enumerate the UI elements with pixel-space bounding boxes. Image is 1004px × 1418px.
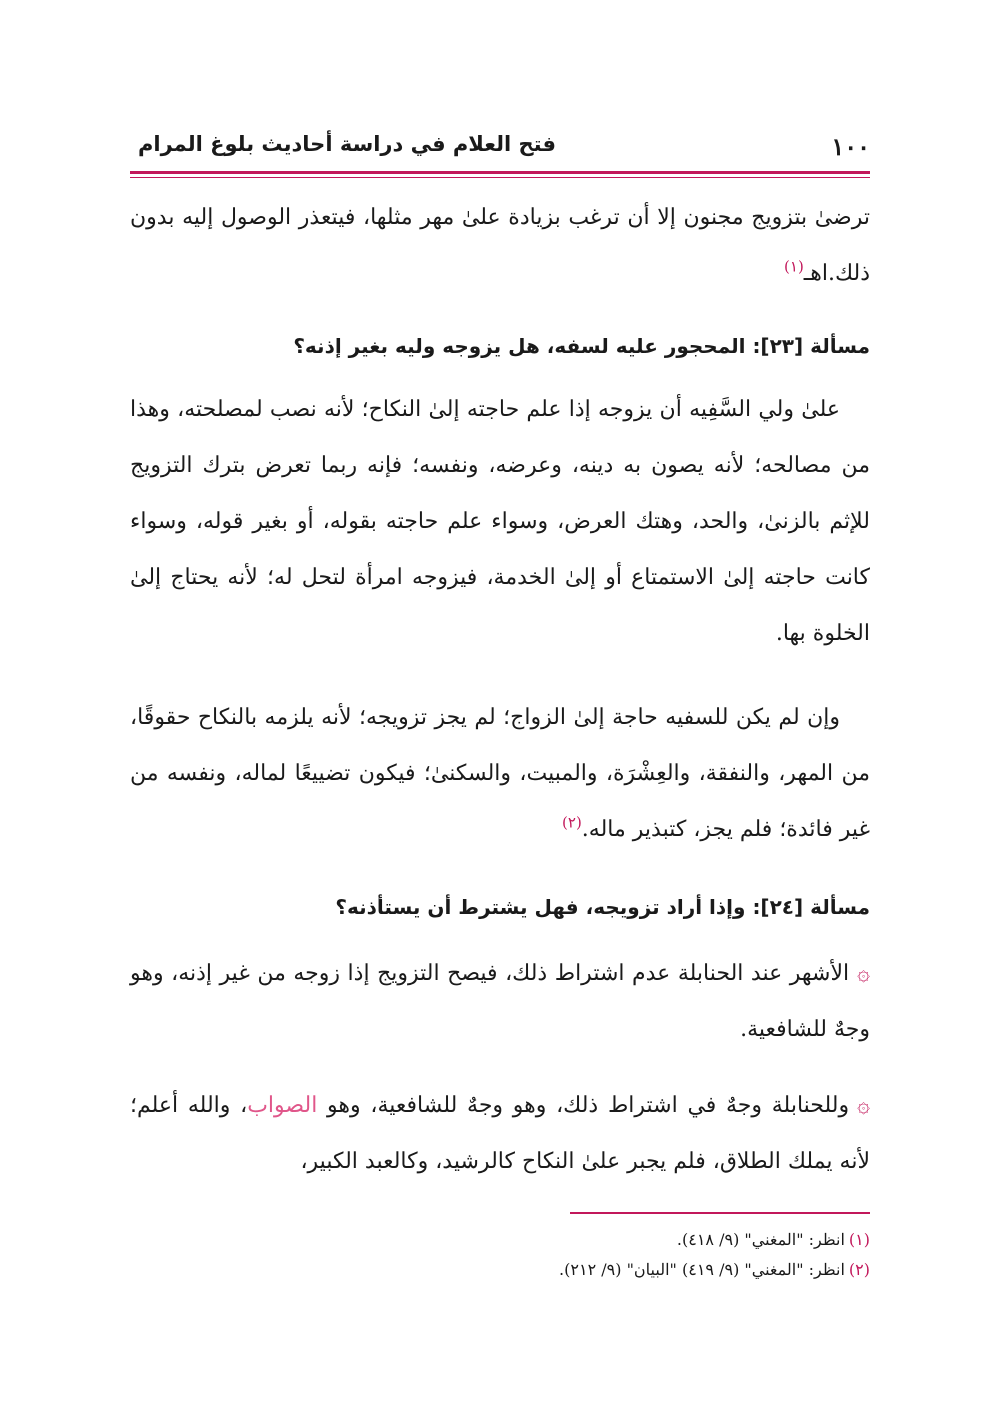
- header-rule-thin: [130, 177, 870, 178]
- footnote-number: (١): [848, 1230, 870, 1249]
- point-2: [130, 1078, 870, 1190]
- issue-24-label: مسألة [٢٤]:: [752, 895, 870, 919]
- footnote-1: [130, 1226, 870, 1254]
- paragraph-1: [130, 382, 870, 662]
- point-2-text-after: ، والله أعلم؛ لأنه يملك الطلاق، فلم يجبر علىٰ النكاح كالرشيد، وكالعبد الكبير،: [130, 1093, 870, 1174]
- issue-24-title: وإذا أراد تزويجه، فهل يشترط أن يستأذنه؟: [335, 895, 746, 919]
- issue-24-heading: [130, 892, 870, 922]
- footnote-2: [130, 1256, 870, 1284]
- highlight-word: الصواب: [247, 1093, 318, 1118]
- issue-23-heading: [130, 331, 870, 361]
- paragraph-2: [130, 690, 870, 858]
- footnote-ref-2[interactable]: (٢): [562, 813, 582, 832]
- book-title: فتح العلام في دراسة أحاديث بلوغ المرام: [138, 132, 556, 156]
- issue-23-label: مسألة [٢٣]:: [752, 334, 870, 358]
- point-2-text-before: وللحنابلة وجهٌ في اشتراط ذلك، وهو وجهٌ للشافعية، وهو: [327, 1093, 850, 1118]
- footnote-text: انظر: "المغني" (٩/ ٤١٩) "البيان" (٩/ ٢١٢).: [559, 1260, 845, 1279]
- point-1: [130, 946, 870, 1058]
- point-1-text: الأشهر عند الحنابلة عدم اشتراط ذلك، فيصح التزويج إذا زوجه من غير إذنه، وهو وجهٌ للشافعية.: [130, 961, 870, 1042]
- footnote-text: انظر: "المغني" (٩/ ٤١٨).: [676, 1230, 845, 1249]
- page-number: ١٠٠: [831, 132, 870, 161]
- continuation-text: ترضىٰ بتزويج مجنون إلا أن ترغب بزيادة علىٰ مهر مثلها، فيتعذر الوصول إليه بدون ذلك.اهـ: [130, 205, 870, 286]
- footnote-number: (٢): [848, 1260, 870, 1279]
- paragraph-1-text: علىٰ ولي السَّفِيه أن يزوجه إذا علم حاجته إلىٰ النكاح؛ لأنه نصب لمصلحته، وهذا من مصالحه؛ لأنه يصون به دينه، وعرضه، ونفسه؛ فإنه ربما تعرض بترك التزويج للإثم بالزنىٰ، والحد، وهتك العرض، وسواء علم حاجته بقوله، أو بغير قوله، وسواء كانت حاجته إلىٰ الاستمتاع أو إلىٰ الخدمة، فيزوجه امرأة لتحل له؛ لأنه يحتاج إلىٰ الخلوة بها.: [130, 397, 870, 646]
- issue-23-title: المحجور عليه لسفه، هل يزوجه وليه بغير إذنه؟: [293, 334, 746, 358]
- footnote-divider: [570, 1212, 870, 1214]
- page-header: [130, 128, 870, 168]
- paragraph-2-text: وإن لم يكن للسفيه حاجة إلىٰ الزواج؛ لم يجز تزويجه؛ لأنه يلزمه بالنكاح حقوقًا، من المهر، والنفقة، والعِشْرَة، والمبيت، والسكنىٰ؛ فيكون تضييعًا لماله، ونفسه من غير فائدة؛ فلم يجز، كتبذير ماله.: [130, 705, 870, 842]
- header-rule-thick: [130, 171, 870, 174]
- rosette-icon: ۞: [857, 961, 870, 986]
- continuation-paragraph: [130, 190, 870, 302]
- footnote-ref-1[interactable]: (١): [784, 257, 804, 276]
- rosette-icon: ۞: [857, 1093, 870, 1118]
